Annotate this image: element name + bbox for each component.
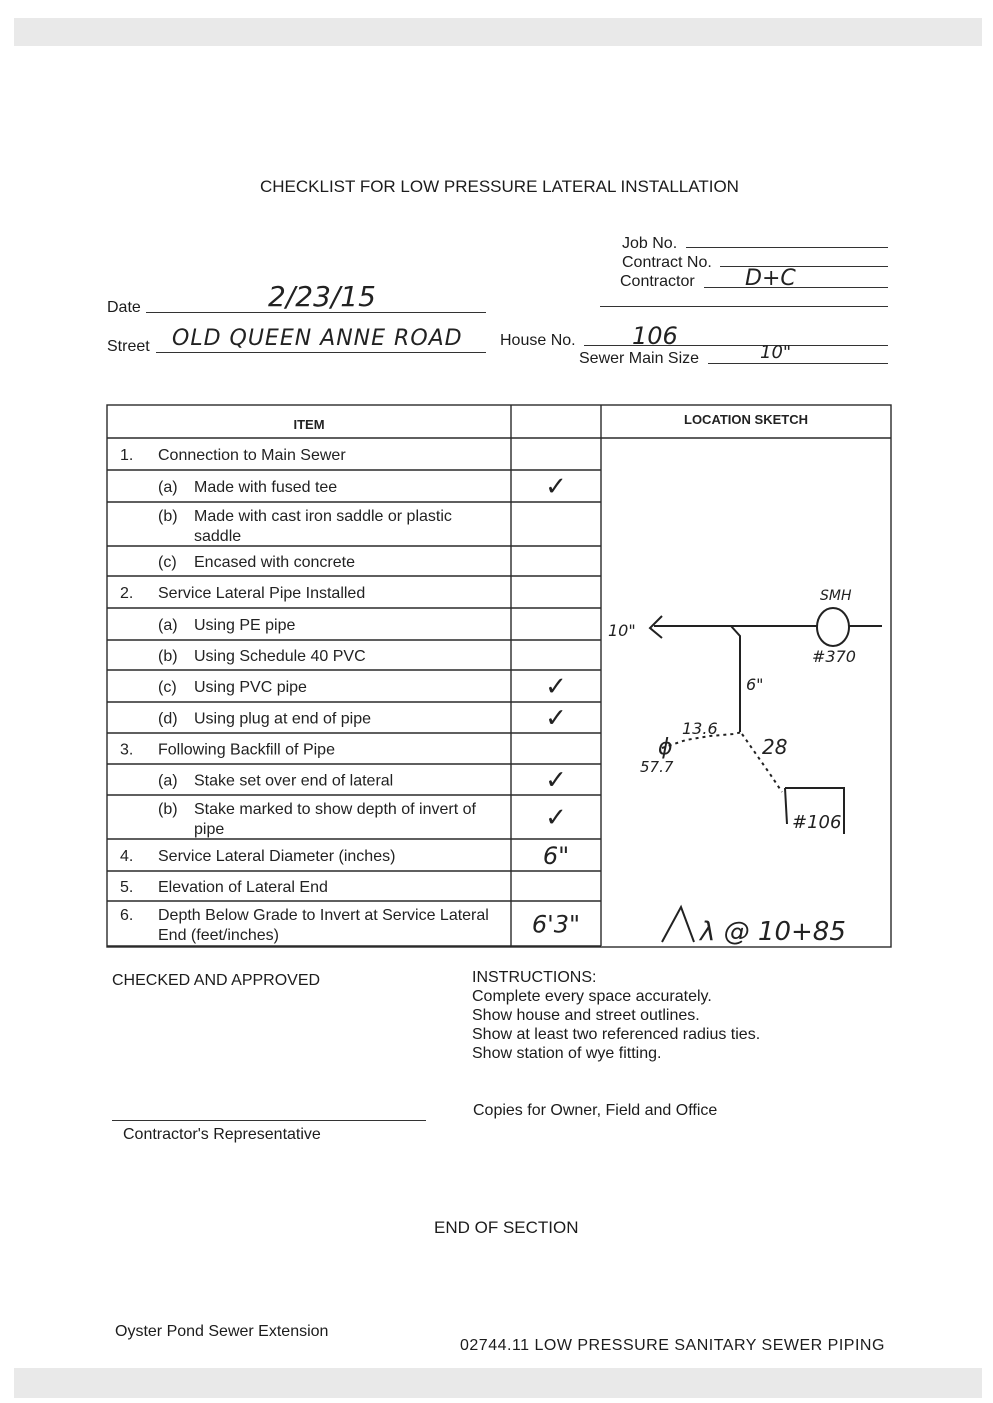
date-value: 2/23/15 xyxy=(268,280,376,313)
row-check-cell[interactable] xyxy=(513,735,599,762)
tie-c-note: 57.7 xyxy=(640,758,674,776)
row-number: 2. xyxy=(120,585,134,602)
row-check-cell[interactable] xyxy=(513,873,599,899)
contract-no-label: Contract No. xyxy=(622,254,712,271)
job-no-label: Job No. xyxy=(622,235,678,252)
footer-project: Oyster Pond Sewer Extension xyxy=(115,1323,329,1340)
row-item-text: Using PE pipe xyxy=(194,617,296,634)
tie-b-note: 28 xyxy=(762,735,788,759)
row-item-text: Depth Below Grade to Invert at Service Lateral xyxy=(158,907,489,924)
row-item-text: Connection to Main Sewer xyxy=(158,447,346,464)
row-number: (d) xyxy=(158,710,178,728)
location-sketch-header: LOCATION SKETCH xyxy=(684,412,808,427)
row-item-text: Using plug at end of pipe xyxy=(194,710,372,728)
sewer-main-label: Sewer Main Size xyxy=(579,350,700,367)
instruction-line: Show station of wye fitting. xyxy=(472,1045,662,1062)
contractor-rep-label: Contractor's Representative xyxy=(123,1126,321,1143)
row-number: (a) xyxy=(158,617,178,634)
date-label: Date xyxy=(107,299,141,316)
main-size-note: 10" xyxy=(608,621,636,640)
checklist-table xyxy=(106,404,896,956)
house-no-field[interactable] xyxy=(584,345,888,346)
street-label: Street xyxy=(107,338,150,355)
scan-top-band xyxy=(14,18,982,46)
item-header: ITEM xyxy=(293,417,325,432)
row-item-text: Using PVC pipe xyxy=(194,679,307,696)
row-number: 4. xyxy=(120,848,134,865)
street-value: OLD QUEEN ANNE ROAD xyxy=(172,326,463,351)
row-number: (b) xyxy=(158,648,178,665)
station-note: λ @ 10+85 xyxy=(700,917,846,947)
instruction-line: Show house and street outlines. xyxy=(472,1007,700,1024)
row-check-mark[interactable]: ✓ xyxy=(545,472,567,502)
row-item-text: Elevation of Lateral End xyxy=(158,879,328,896)
phi-mark: ϕ xyxy=(658,735,673,760)
row-number: 3. xyxy=(120,741,134,759)
row-check-cell[interactable] xyxy=(513,548,599,574)
sewer-main-field[interactable] xyxy=(708,363,888,364)
lateral-size-note: 6" xyxy=(746,675,764,694)
extra-line xyxy=(600,306,888,307)
row-item-text: Following Backfill of Pipe xyxy=(158,741,335,759)
tie-a-note: 13.6 xyxy=(682,719,718,738)
checked-approved-label: CHECKED AND APPROVED xyxy=(112,972,321,989)
row-item-text-2: End (feet/inches) xyxy=(158,927,279,944)
row-check-cell[interactable] xyxy=(513,578,599,606)
row-item-text-2: pipe xyxy=(194,821,225,838)
document-title: CHECKLIST FOR LOW PRESSURE LATERAL INSTALLATION xyxy=(260,177,739,196)
lambda-mark xyxy=(662,907,694,942)
row-number: (a) xyxy=(158,772,178,790)
row-item-text: Service Lateral Pipe Installed xyxy=(158,585,366,602)
manhole-number: #370 xyxy=(812,647,856,666)
row-number: (a) xyxy=(158,479,178,496)
sewer-main-value: 10" xyxy=(760,342,792,363)
row-number: (b) xyxy=(158,801,178,818)
row-number: (c) xyxy=(158,679,177,696)
row-check-mark[interactable]: ✓ xyxy=(545,703,567,734)
row-check-mark[interactable]: ✓ xyxy=(545,803,567,833)
copies-note: Copies for Owner, Field and Office xyxy=(473,1102,718,1119)
house-number-note: #106 xyxy=(792,812,842,833)
instruction-line: Show at least two referenced radius ties. xyxy=(472,1026,761,1043)
street-field[interactable] xyxy=(156,352,486,353)
contractor-rep-signature-line[interactable] xyxy=(112,1120,426,1121)
row-item-text: Using Schedule 40 PVC xyxy=(194,648,366,665)
row-check-mark[interactable]: 6'3" xyxy=(531,910,581,939)
scan-bottom-band xyxy=(14,1368,982,1398)
manhole-symbol xyxy=(817,608,849,646)
row-item-text: Made with cast iron saddle or plastic xyxy=(194,508,452,525)
row-number: 5. xyxy=(120,879,134,896)
contractor-field[interactable] xyxy=(704,287,888,288)
row-item-text: Stake marked to show depth of invert of xyxy=(194,801,476,818)
row-number: (b) xyxy=(158,508,178,525)
service-lateral-line xyxy=(731,626,740,732)
job-no-field[interactable] xyxy=(686,247,888,248)
row-number: (c) xyxy=(158,554,177,571)
manhole-label: SMH xyxy=(820,588,852,604)
row-check-mark[interactable]: ✓ xyxy=(545,765,567,796)
row-item-text: Stake set over end of lateral xyxy=(194,772,394,790)
instructions-heading: INSTRUCTIONS: xyxy=(472,969,597,986)
end-of-section: END OF SECTION xyxy=(434,1218,579,1237)
footer-section: 02744.11 LOW PRESSURE SANITARY SEWER PIPING xyxy=(460,1337,885,1354)
contractor-label: Contractor xyxy=(620,273,695,290)
row-check-cell[interactable] xyxy=(513,610,599,638)
row-check-mark[interactable]: 6" xyxy=(542,842,570,870)
row-number: 6. xyxy=(120,907,134,924)
house-no-value: 106 xyxy=(632,322,678,350)
row-item-text: Service Lateral Diameter (inches) xyxy=(158,848,396,865)
row-number: 1. xyxy=(120,447,134,464)
house-no-label: House No. xyxy=(500,332,576,349)
row-check-cell[interactable] xyxy=(513,440,599,468)
instruction-line: Complete every space accurately. xyxy=(472,988,712,1005)
row-check-cell[interactable] xyxy=(513,504,599,544)
row-item-text: Encased with concrete xyxy=(194,554,355,571)
row-item-text-2: saddle xyxy=(194,528,242,545)
row-check-mark[interactable]: ✓ xyxy=(545,672,567,702)
row-item-text: Made with fused tee xyxy=(194,479,338,496)
row-check-cell[interactable] xyxy=(513,642,599,668)
contractor-value: D+C xyxy=(745,266,796,291)
